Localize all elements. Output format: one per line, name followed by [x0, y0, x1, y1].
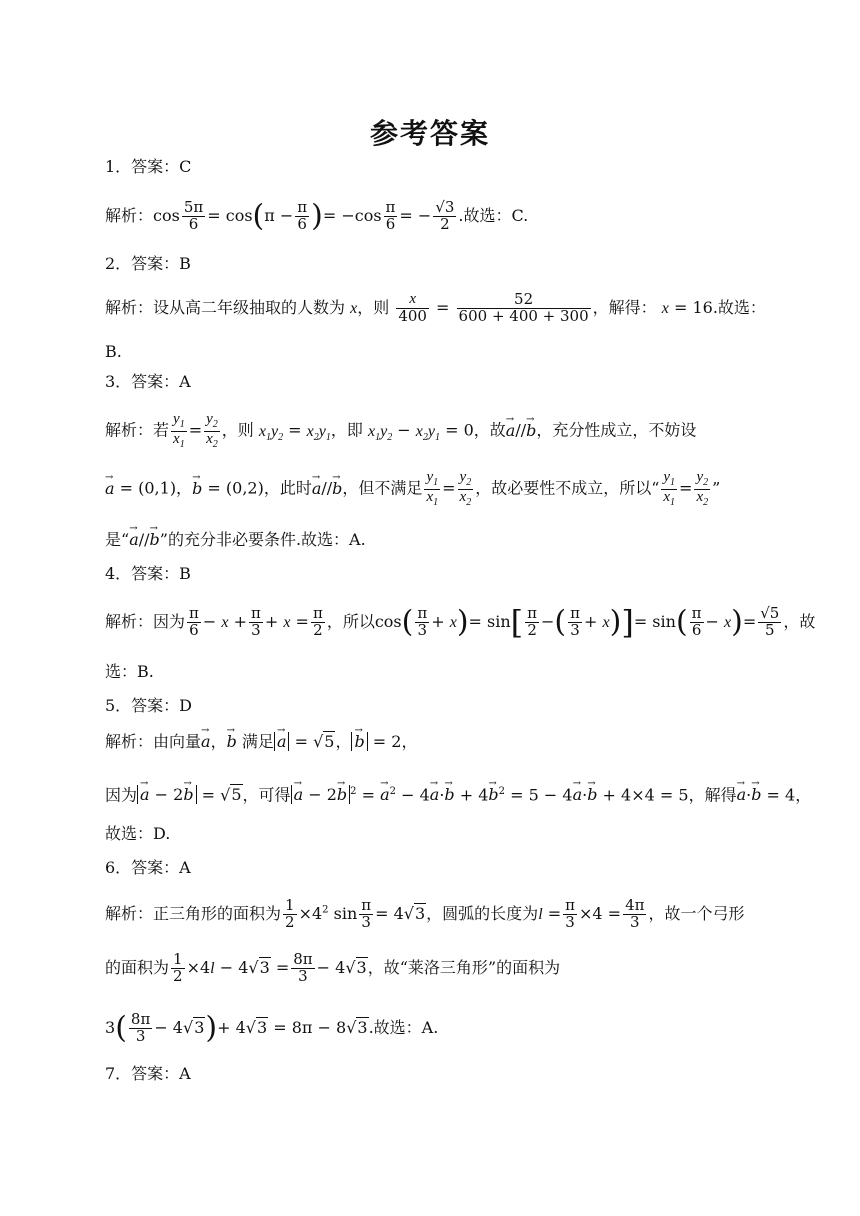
q1-analysis: 解析：cos $\frac{5\pi}{6}$ = cos(π − $\frac{\pi}{6}$ )= −cos $\frac{\pi}{6}$ = − $\frac{√3}{2}$ .故选：C.: [105, 198, 529, 234]
q3-line1: 解析：若 $\frac{y_1}{x_1}$ = $\frac{y_2}{x_2}$ ，则 $x_1y_2 = x_2y_1$，即 $x_1y_2 - x_2y_1 = 0$，故→ a//→ b，充分性成立，不妨设: [105, 412, 755, 450]
q2-answer: 2．答案：B: [105, 254, 191, 273]
q2-analysis: 解析：设从高二年级抽取的人数为 x，则 $\frac{x}{400}$ = $\frac{52}{600 + 400 + 300}$ ，解得： x = 16.故选：: [105, 290, 766, 325]
q5-line2: 因为→ a − 2→ b = √5，可得→ a − 2→ b $^2$ = → $a^2 - 4\to a\cdot\to b + 4\to b^2 = 5 - 4\to a\cdot\to b + 4\times 4 = 5$，解得→ a·→ b = 4，: [105, 780, 755, 807]
q5-answer: 5．答案：D: [105, 696, 193, 715]
q4-answer: 4．答案：B: [105, 564, 191, 583]
q4-line1: 解析：因为 $\frac{\pi}{6}$ − x + $\frac{\pi}{3}$ + x = $\frac{\pi}{2}$ ，所以cos( $\frac{\pi}{3}$ + x)= sin[ $\frac{\pi}{2}$ −( $\frac{\pi}{3}$ + x)]= sin( $\frac{\pi}{6}$ − x)= $\frac{√5}{5}$ ，故: [105, 603, 816, 642]
page-title: 参考答案: [369, 117, 490, 150]
q6-line2: 的面积为 $\frac{1}{2}$ ×4l − 4√3 = $\frac{8\pi}{3}$ − 4√3，故“莱洛三角形”的面积为: [105, 950, 561, 985]
q3-line2: → a = (0,1)，→ b = (0,2)，此时→ a//→ b，但不满足 $\frac{y_1}{x_1}$ = $\frac{y_2}{x_2}$ ，故必要性不成立，所以“ $\frac{y_1}{x_1}$ = $\frac{y_2}{x_2}$ ”: [105, 470, 755, 508]
q3-answer: 3．答案：A: [105, 372, 191, 391]
q5-line1: 解析：由向量→ a，→ b 满足→ a = √5，→ b = 2，: [105, 730, 755, 754]
q6-line1: 解析：正三角形的面积为 $\frac{1}{2}$ $\times 4^2$ sin $\frac{\pi}{3}$ = 4√3，圆弧的长度为l = $\frac{\pi}{3}$ ×4 = $\frac{4\pi}{3}$ ，故一个弓形: [105, 896, 745, 931]
q2-tail: B.: [105, 342, 122, 361]
q7-answer: 7．答案：A: [105, 1064, 191, 1083]
q4-line2: 选：B.: [105, 662, 154, 681]
q3-line3: 是“→ a//→ b”的充分非必要条件.故选：A.: [105, 528, 755, 552]
q6-line3: 3( $\frac{8\pi}{3}$ − 4√3)+ 4√3 = 8π − 8√3.故选：A.: [105, 1010, 439, 1046]
q6-answer: 6．答案：A: [105, 858, 191, 877]
q5-line3: 故选：D.: [105, 824, 171, 843]
q1-answer: 1．答案：C: [105, 157, 192, 176]
